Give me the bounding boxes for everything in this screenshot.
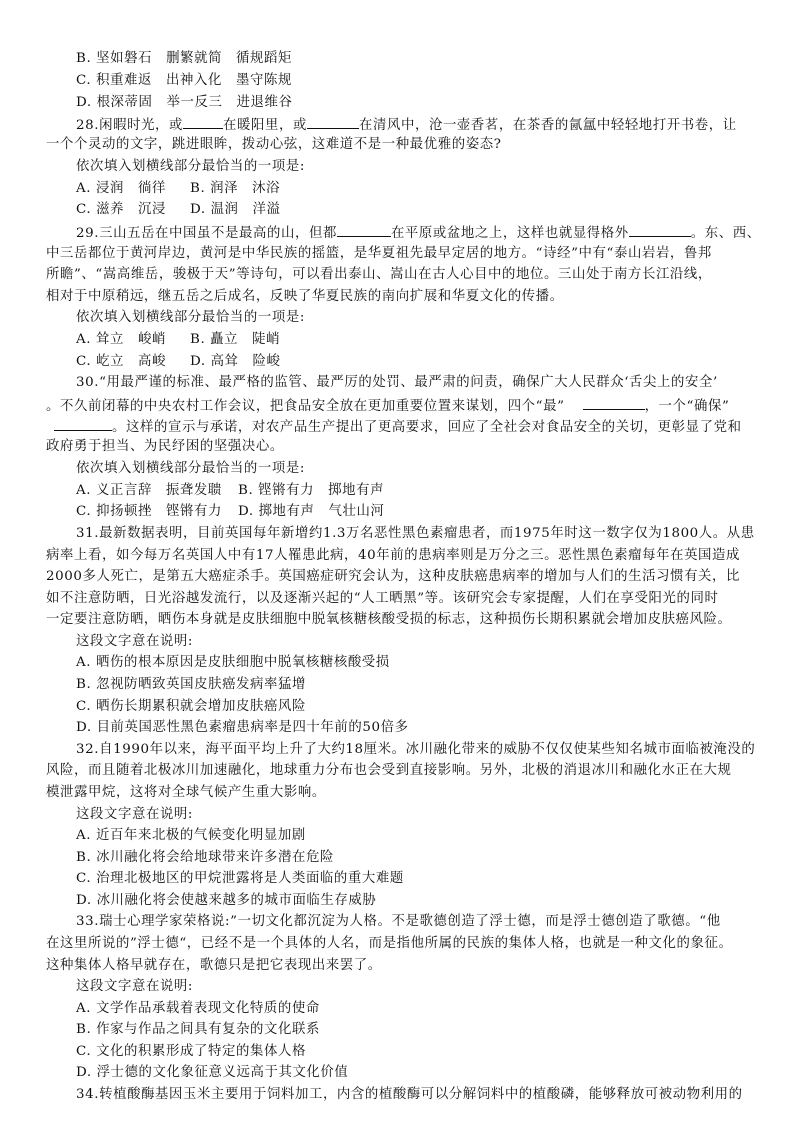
q33-option-a: A. 文学作品承载着表现文化特质的使命	[76, 1001, 320, 1016]
q29-option-c: C. 屹立 高峻	[76, 354, 167, 369]
q32-prompt: 这段文字意在说明:	[76, 807, 194, 822]
q31-option-a: A. 晒伤的根本原因是皮肤细胞中脱氧核糖核酸受损	[76, 655, 390, 670]
q32-line1: 32.自1990年以来，海平面平均上升了大约18厘米。冰川融化带来的威胁不仅仅使某些知名城市面临被淹没的	[76, 742, 756, 757]
q31-line2: 病率上看，如今每万名英国人中有17人罹患此病，40年前的患病率则是万分之三。恶性黑色素瘤每年在英国造成	[46, 548, 741, 563]
blank	[307, 115, 359, 129]
q27-option-b: B. 坚如磐石 删繁就简 循规蹈矩	[76, 51, 293, 66]
q33-option-d: D. 浮士德的文化象征意义远高于其文化价值	[76, 1065, 349, 1080]
q31-line1: 31.最新数据表明，目前英国每年新增约1.3万名恶性黑色素瘤患者，而1975年时这一数字仅为1800人。从患	[76, 526, 755, 541]
q31-option-b: B. 忽视防晒致英国皮肤癌发病率猛增	[76, 677, 307, 692]
q29-line3: 所瞻”、“嵩高维岳，骏极于天”等诗句，可以看出泰山、嵩山在古人心目中的地位。三山处于南方长江沿线，	[46, 267, 712, 282]
q32-line2: 风险，而且随着北极冰川加速融化，地球重力分布也会受到直接影响。另外，北极的消退冰川和融化水正在大规	[46, 763, 732, 778]
q32-line3: 模泄露甲烷，这将对全球气候产生重大影响。	[46, 785, 326, 800]
q27-option-d: D. 根深蒂固 举一反三 进退维谷	[76, 95, 293, 110]
q28-option-b: B. 润泽 沐浴	[190, 181, 281, 196]
q31-line4: 如不注意防晒，日光浴越发流行，以及逐渐兴起的“人工晒黑”等。该研究会专家提醒，人们在享受阳光的同时	[46, 591, 719, 606]
q29-line4: 相对于中原稍远，继五岳之后成名，反映了华夏民族的南向扩展和华夏文化的传播。	[46, 289, 564, 304]
q30-option-b: B. 铿锵有力 掷地有声	[238, 483, 385, 498]
q30-prompt: 依次填入划横线部分最恰当的一项是:	[76, 461, 305, 476]
q32-option-c: C. 治理北极地区的甲烷泄露将是人类面临的重大难题	[76, 871, 404, 886]
q29-option-d: D. 高耸 险峻	[190, 354, 281, 369]
q31-line5: 一定要注意防晒，晒伤本身就是皮肤细胞中脱氧核糖核酸受损的标志，这种损伤长期积累就会增加皮肤癌风险。	[46, 612, 732, 627]
q30-line4: 政府勇于担当、为民纾困的坚强决心。	[46, 439, 284, 454]
blank	[629, 223, 691, 237]
blank	[583, 396, 645, 410]
q29-option-b: B. 矗立 陡峭	[190, 332, 281, 347]
q31-line3: 2000多人死亡，是第五大癌症杀手。英国癌症研究会认为，这种皮肤癌患病率的增加与人们的生活习惯有关，比	[46, 569, 741, 584]
blank	[183, 115, 223, 129]
q32-option-a: A. 近百年来北极的气候变化明显加剧	[76, 828, 306, 843]
q30-option-d: D. 掷地有声 气壮山河	[238, 504, 385, 519]
q28-option-d: D. 温润 洋溢	[190, 202, 281, 217]
q28-stem-line2: 一个个灵动的文字，跳进眼眸，拨动心弦，这难道不是一种最优雅的姿态?	[46, 137, 502, 152]
q28-option-c: C. 滋养 沉浸	[76, 202, 167, 217]
q29-option-a: A. 耸立 峻峭	[76, 332, 166, 347]
q31-option-d: D. 目前英国恶性黑色素瘤患病率是四十年前的50倍多	[76, 720, 409, 735]
q33-option-c: C. 文化的积累形成了特定的集体人格	[76, 1044, 306, 1059]
q30-option-a: A. 义正言辞 振聋发聩	[76, 483, 222, 498]
q28-prompt: 依次填入划横线部分最恰当的一项是:	[76, 159, 305, 174]
blank	[337, 223, 391, 237]
q29-stem: 29.三山五岳在中国虽不是最高的山，但都 在平原或盆地之上，这样也就显得格外 。东、西、	[76, 223, 761, 243]
q33-prompt: 这段文字意在说明:	[76, 979, 194, 994]
q33-line2: 在这里所说的”浮士德“，已经不是一个具体的人名，而是指他所属的民族的集体人格，也就是一种文化的象征。	[46, 936, 733, 951]
q30-option-c: C. 抑扬顿挫 铿锵有力	[76, 504, 222, 519]
q30-line2: 。不久前闭幕的中央农村工作会议，把食品安全放在更加重要位置来谋划，四个“最” ，一个“确保”	[46, 396, 729, 416]
q34-line1: 34.转植酸酶基因玉米主要用于饲料加工，内含的植酸酶可以分解饲料中的植酸磷，能够释放可被动物利用的	[76, 1087, 743, 1102]
q31-option-c: C. 晒伤长期累积就会增加皮肤癌风险	[76, 699, 306, 714]
q31-prompt: 这段文字意在说明:	[76, 634, 194, 649]
q33-line3: 这种集体人格早就存在，歌德只是把它表现出来罢了。	[46, 958, 382, 973]
q32-option-b: B. 冰川融化将会给地球带来许多潜在危险	[76, 850, 334, 865]
q27-option-c: C. 积重难返 出神入化 墨守陈规	[76, 73, 292, 88]
q30-line1: 30.“用最严谨的标准、最严格的监管、最严厉的处罚、最严肃的问责，确保广大人民群众‘舌尖上的安全’	[76, 375, 718, 390]
q29-line2: 中三岳都位于黄河岸边，黄河是中华民族的摇篮，是华夏祖先最早定居的地方。“诗经”中有“泰山岩岩，鲁邦	[46, 246, 712, 261]
q29-prompt: 依次填入划横线部分最恰当的一项是:	[76, 310, 305, 325]
q33-line1: 33.瑞士心理学家荣格说:”一切文化都沉淀为人格。不是歌德创造了浮士德，而是浮士德创造了歌德。“他	[76, 914, 721, 929]
q30-line3: 。这样的宣示与承诺，对农产品生产提出了更高要求，回应了全社会对食品安全的关切，更彰显了党和	[46, 417, 742, 437]
q33-option-b: B. 作家与作品之间具有复杂的文化联系	[76, 1022, 321, 1037]
blank	[54, 417, 112, 431]
q28-option-a: A. 浸润 徜徉	[76, 181, 166, 196]
q32-option-d: D. 冰川融化将会使越来越多的城市面临生存威胁	[76, 893, 377, 908]
q28-stem: 28.闲暇时光，或 在暖阳里，或 在清风中，沧一壶香茗，在茶香的氤氲中轻轻地打开书卷，让	[76, 115, 737, 135]
